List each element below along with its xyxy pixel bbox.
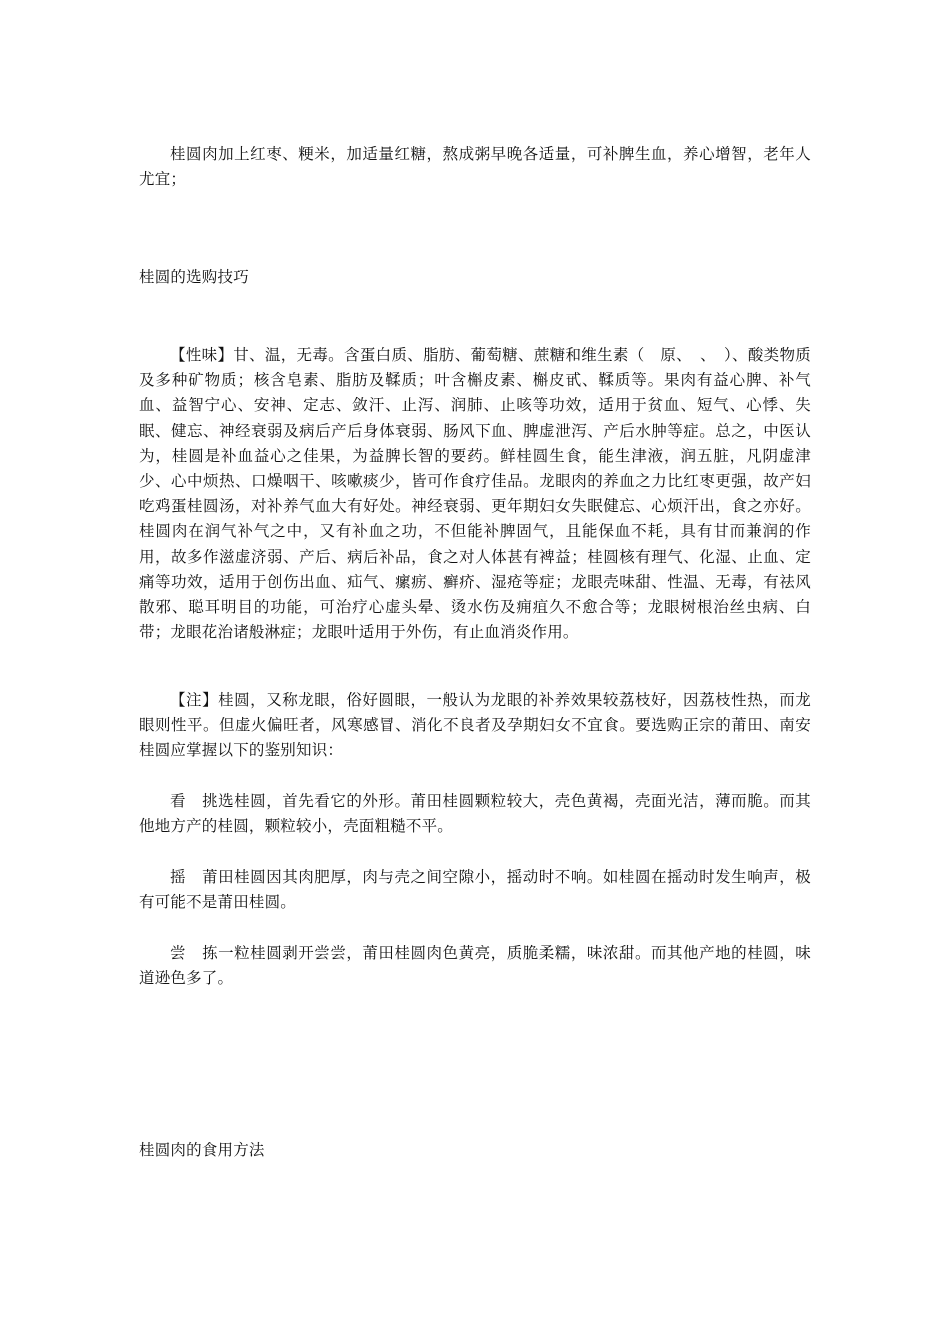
shake-tip-paragraph: 摇 莆田桂圆因其肉肥厚，肉与壳之间空隙小，摇动时不响。如桂圆在摇动时发生响声，极有可能不是莆田桂圆。 xyxy=(139,868,811,912)
nature-flavor-paragraph: 【性味】甘、温，无毒。含蛋白质、脂肪、葡萄糖、蔗糖和维生素（ 原、 、 ）、酸类物质及多种矿物质；核含皂素、脂肪及鞣质；叶含槲皮素、槲皮甙、鞣质等。果肉有益心脾、补气血、益智宁心、安神、定志、敛汗、止泻、润肺、止咳等功效，适用于贫血、短气、心悸、失眠、健忘、神经衰弱及病后产后身体衰弱、肠风下血、脾虚泄泻、产后水肿等症。总之，中医认为，桂圆是补血益心之佳果，为益脾长智的要药。鲜桂圆生食，能生津液，润五脏，凡阴虚津少、心中烦热、口燥咽干、咳嗽痰少，皆可作食疗佳品。龙眼肉的养血之力比红枣更强，故产妇吃鸡蛋桂圆汤，对补养气血大有好处。神经衰弱、更年期妇女失眠健忘、心烦汗出，食之亦好。桂圆肉在润气补气之中，又有补血之功，不但能补脾固气，且能保血不耗，具有甘而兼润的作用，故多作滋虚济弱、产后、病后补品，食之对人体甚有裨益；桂圆核有理气、化湿、止血、定痛等功效，适用于创伤出血、疝气、瘰疬、癣疥、湿疮等症；龙眼壳味甜、性温、无毒，有祛风散邪、聪耳明目的功能，可治疗心虚头晕、烫水伤及痈疽久不愈合等；龙眼树根治丝虫病、白带；龙眼花治诸般淋症；龙眼叶适用于外伤，有止血消炎作用。 xyxy=(139,346,811,642)
taste-tip-paragraph: 尝 拣一粒桂圆剥开尝尝，莆田桂圆肉色黄亮，质脆柔糯，味浓甜。而其他产地的桂圆，味道逊色多了。 xyxy=(139,944,811,988)
recipe-paragraph: 桂圆肉加上红枣、粳米，加适量红糖，熬成粥早晚各适量，可补脾生血，养心增智，老年人尤宜； xyxy=(139,145,811,189)
note-paragraph: 【注】桂圆，又称龙眼，俗好圆眼，一般认为龙眼的补养效果较荔枝好，因荔枝性热，而龙眼则性平。但虚火偏旺者，风寒感冒、消化不良者及孕期妇女不宜食。要选购正宗的莆田、南安桂圆应掌握以下的鉴别知识： xyxy=(139,691,811,760)
eating-method-heading: 桂圆肉的食用方法 xyxy=(139,1141,265,1159)
look-tip-paragraph: 看 挑选桂圆，首先看它的外形。莆田桂圆颗粒较大，壳色黄褐，壳面光洁，薄而脆。而其他地方产的桂圆，颗粒较小，壳面粗糙不平。 xyxy=(139,792,811,836)
selection-tips-heading: 桂圆的选购技巧 xyxy=(139,268,249,286)
